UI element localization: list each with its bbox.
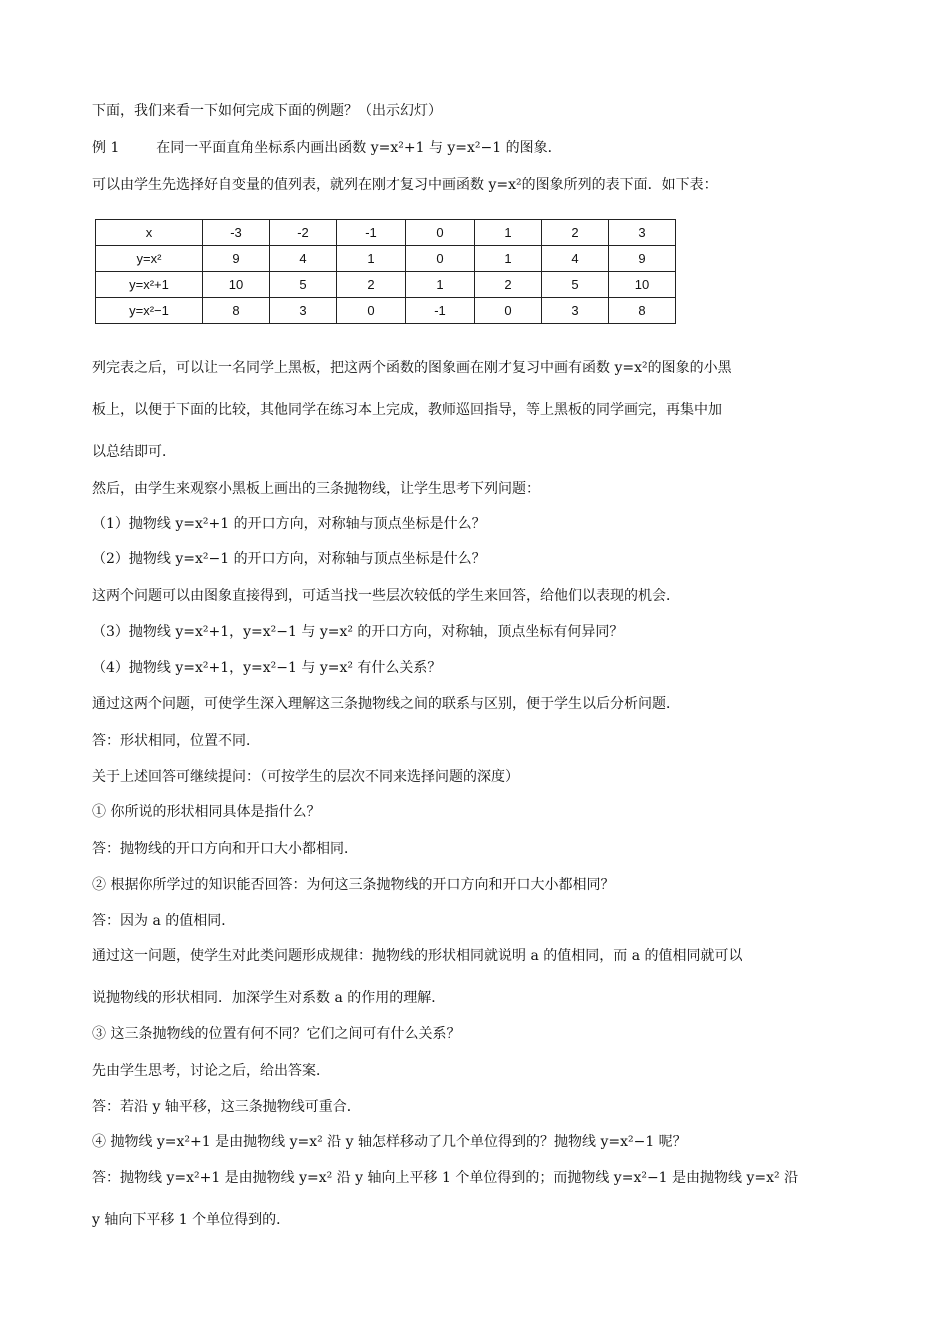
table-cell: 5: [542, 272, 609, 298]
table-cell: 1: [337, 246, 406, 272]
table-cell: 0: [337, 298, 406, 324]
answer-line: 答：因为 a 的值相同．: [92, 913, 236, 929]
table-cell: 1: [475, 246, 542, 272]
table-row: [96, 272, 676, 298]
table-cell: 4: [542, 246, 609, 272]
table-cell: 1: [406, 272, 475, 298]
table-cell: 4: [270, 246, 337, 272]
table-cell: -3: [203, 220, 270, 246]
table-cell: 10: [609, 272, 676, 298]
table-cell: -1: [337, 220, 406, 246]
example-label: 例 1: [92, 140, 120, 156]
answer-line: 答：形状相同，位置不同．: [92, 733, 260, 749]
table-cell: 3: [270, 298, 337, 324]
paragraph-line: 关于上述回答可继续提问：（可按学生的层次不同来选择问题的深度）: [92, 769, 519, 785]
question-4: （4）抛物线 y=x²+1，y=x²−1 与 y=x² 有什么关系？: [92, 660, 442, 676]
answer-line: y 轴向下平移 1 个单位得到的．: [92, 1212, 291, 1228]
paragraph-line: 列完表之后，可以让一名同学上黑板，把这两个函数的图象画在刚才复习中画有函数 y=x²的图象的小黑: [92, 360, 732, 376]
table-cell: 9: [609, 246, 676, 272]
paragraph-line: 先由学生思考，讨论之后，给出答案．: [92, 1063, 330, 1079]
sub-question-3: ③ 这三条抛物线的位置有何不同？它们之间可有什么关系？: [92, 1026, 461, 1042]
example-text: 在同一平面直角坐标系内画出函数 y=x²+1 与 y=x²−1 的图象．: [156, 140, 562, 156]
paragraph-line: 板上，以便于下面的比较，其他同学在练习本上完成，教师巡回指导，等上黑板的同学画完，再集中加: [92, 402, 722, 418]
paragraph-line: 通过这两个问题，可使学生深入理解这三条抛物线之间的联系与区别，便于学生以后分析问题．: [92, 696, 680, 712]
paragraph-line: 说抛物线的形状相同．加深学生对系数 a 的作用的理解．: [92, 990, 446, 1006]
value-table: [95, 219, 676, 324]
table-cell: 5: [270, 272, 337, 298]
sub-question-1: ① 你所说的形状相同具体是指什么？: [92, 804, 321, 820]
answer-line: 答：抛物线的开口方向和开口大小都相同．: [92, 841, 358, 857]
sub-question-2: ② 根据你所学过的知识能否回答：为何这三条抛物线的开口方向和开口大小都相同？: [92, 877, 615, 893]
table-cell: 8: [203, 298, 270, 324]
table-cell: 10: [203, 272, 270, 298]
sub-question-4: ④ 抛物线 y=x²+1 是由抛物线 y=x² 沿 y 轴怎样移动了几个单位得到的？抛物线 y=x²−1 呢？: [92, 1134, 687, 1150]
table-cell: 1: [475, 220, 542, 246]
question-3: （3）抛物线 y=x²+1，y=x²−1 与 y=x² 的开口方向，对称轴，顶点坐标有何异同？: [92, 624, 624, 640]
question-1: （1）抛物线 y=x²+1 的开口方向，对称轴与顶点坐标是什么？: [92, 516, 486, 532]
table-cell: -2: [270, 220, 337, 246]
paragraph-line: 这两个问题可以由图象直接得到，可适当找一些层次较低的学生来回答，给他们以表现的机会．: [92, 588, 680, 604]
table-row-header: x: [96, 220, 203, 246]
paragraph-line: 以总结即可．: [92, 444, 176, 460]
table-cell: 0: [406, 220, 475, 246]
table-cell: 2: [337, 272, 406, 298]
table-cell: 3: [609, 220, 676, 246]
table-row-header: y=x²−1: [96, 298, 203, 324]
table-cell: 9: [203, 246, 270, 272]
table-cell: 3: [542, 298, 609, 324]
table-cell: 2: [542, 220, 609, 246]
answer-line: 答：若沿 y 轴平移，这三条抛物线可重合．: [92, 1099, 361, 1115]
table-cell: 8: [609, 298, 676, 324]
table-cell: 2: [475, 272, 542, 298]
table-row: [96, 220, 676, 246]
paragraph-line: 通过这一问题，使学生对此类问题形成规律：抛物线的形状相同就说明 a 的值相同，而 a 的值相同就可以: [92, 948, 743, 964]
table-intro-line: 可以由学生先选择好自变量的值列表，就列在刚才复习中画函数 y=x²的图象所列的表下面．如下表：: [92, 177, 718, 193]
table-cell: -1: [406, 298, 475, 324]
example-1: [92, 138, 562, 158]
table-row: [96, 298, 676, 324]
table-row-header: y=x²+1: [96, 272, 203, 298]
answer-line: 答：抛物线 y=x²+1 是由抛物线 y=x² 沿 y 轴向上平移 1 个单位得到的；而抛物线 y=x²−1 是由抛物线 y=x² 沿: [92, 1170, 799, 1186]
question-2: （2）抛物线 y=x²−1 的开口方向，对称轴与顶点坐标是什么？: [92, 551, 486, 567]
intro-line: 下面，我们来看一下如何完成下面的例题？（出示幻灯）: [92, 103, 442, 119]
table-cell: 0: [406, 246, 475, 272]
table-row: [96, 246, 676, 272]
paragraph-line: 然后，由学生来观察小黑板上画出的三条抛物线，让学生思考下列问题：: [92, 481, 540, 497]
table-cell: 0: [475, 298, 542, 324]
table-row-header: y=x²: [96, 246, 203, 272]
